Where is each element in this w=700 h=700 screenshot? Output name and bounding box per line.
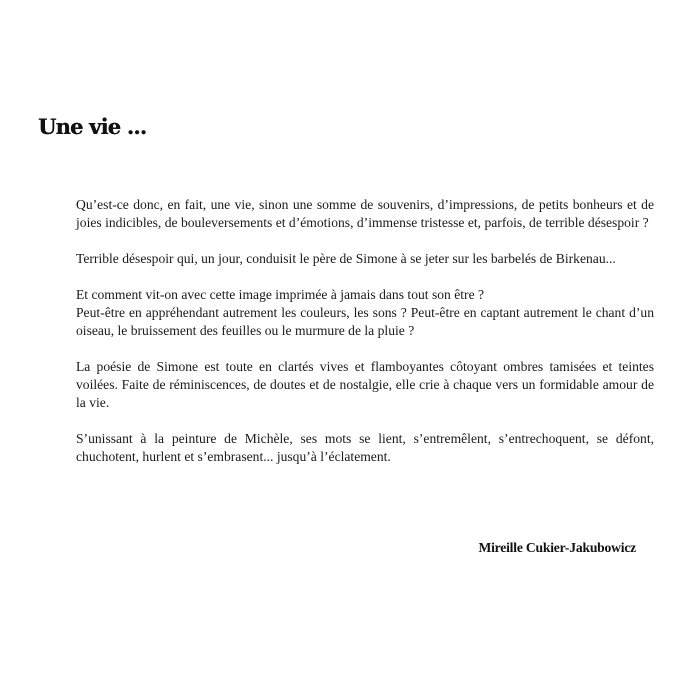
paragraph-4	[76, 358, 654, 412]
author-signature: Mireille Cukier-Jakubowicz	[478, 540, 636, 555]
body-text	[76, 196, 654, 484]
paragraph-line: Qu’est-ce donc, en fait, une vie, sinon une somme de souvenirs, d’impressions, de petits bonheurs et de joies indicibles, de bouleversements et d’émotions, d’immense tristesse et, parfois, de terrible désespoir ?	[76, 197, 654, 230]
paragraph-line: Terrible désespoir qui, un jour, conduisit le père de Simone à se jeter sur les barbelés de Birkenau...	[76, 251, 616, 266]
paragraph-5	[76, 430, 654, 466]
paragraph-line: S’unissant à la peinture de Michèle, ses mots se lient, s’entremêlent, s’entrechoquent, se défont, chuchotent, hurlent et s’embrasent... jusqu’à l’éclatement.	[76, 431, 654, 464]
paragraph-line: Et comment vit-on avec cette image imprimée à jamais dans tout son être ?	[76, 287, 485, 302]
paragraph-line: La poésie de Simone est toute en clartés vives et flamboyantes côtoyant ombres tamisées et teintes voilées. Faite de réminiscences, de doutes et de nostalgie, elle crie à chaque vers un formidable amour de la vie.	[76, 359, 654, 410]
page-title: Une vie ...	[38, 114, 147, 139]
paragraph-3	[76, 286, 654, 340]
paragraph-line: Peut-être en appréhendant autrement les couleurs, les sons ? Peut-être en captant autrement le chant d’un oiseau, le bruissement des feuilles ou le murmure de la pluie ?	[76, 305, 654, 338]
paragraph-2	[76, 250, 654, 268]
paragraph-1	[76, 196, 654, 232]
